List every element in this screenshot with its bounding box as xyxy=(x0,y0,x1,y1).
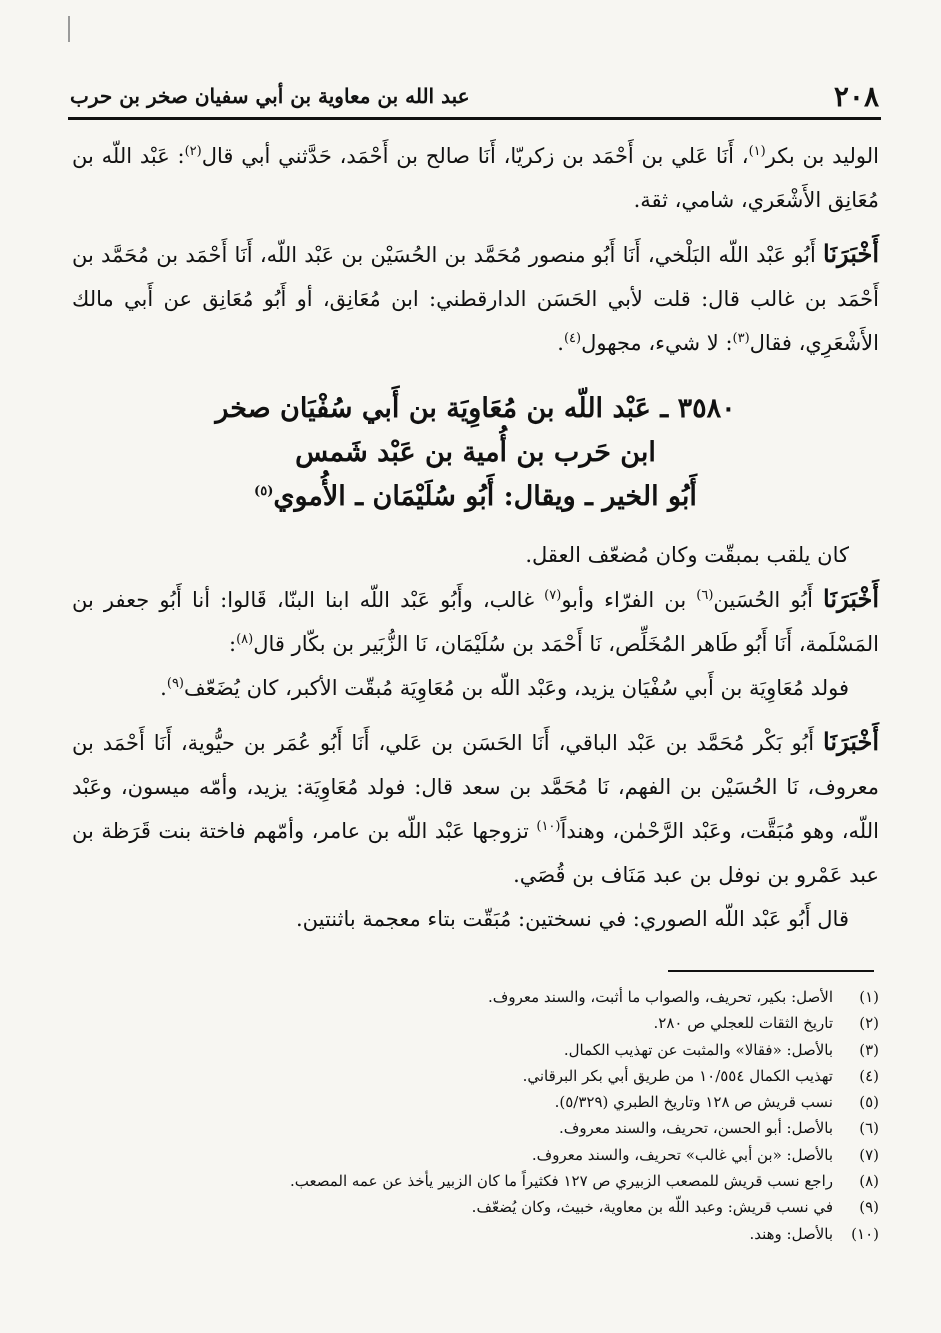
footnote xyxy=(80,1089,879,1115)
footnote-text: بالأصل: «بن أبي غالب» تحريف، والسند معروف. xyxy=(531,1145,833,1164)
footnote-text: راجع نسب قريش للمصعب الزبيري ص ١٢٧ فكثيراً ما كان الزبير يأخذ عن عمه المصعب. xyxy=(289,1172,833,1191)
page-header xyxy=(70,78,879,114)
footnote xyxy=(80,1194,879,1220)
paragraph-1 xyxy=(72,134,879,222)
footnote-ref: (٨) xyxy=(236,632,254,647)
text-run: أَبُو عَبْد اللّه البَلْخي، أَنَا أَبُو منصور مُحَمَّد بن الحُسَيْن بن عَبْد اللّه، أَنَا أَحْمَد بن مُحَمَّد بن أَحْمَد بن غالب قال: قلت لأبي الحَسَن الدارقطني: ابن مُعَانِق، أو أَبُو مُعَانِق عن أَبي مالك الأَشْعَرِي، فقال xyxy=(72,243,879,355)
footnote-number: (٢) xyxy=(859,1014,879,1033)
footnote-text: تهذيب الكمال ١٠/٥٥٤ من طريق أبي بكر البرقاني. xyxy=(522,1066,833,1085)
scan-mark xyxy=(68,16,70,42)
text-run: الوليد بن بكر xyxy=(765,144,879,168)
footnote-ref: (٤) xyxy=(563,331,582,346)
akhbarana-lead: أَخْبَرَنَا xyxy=(823,239,879,268)
text-run: : xyxy=(228,632,237,656)
footnote-number: (٩) xyxy=(859,1198,879,1217)
footnote-ref: (٥) xyxy=(254,484,274,499)
text-run: أَبُو الحُسَين xyxy=(713,588,824,612)
footnote-ref: (٣) xyxy=(732,331,750,346)
footnote-number: (٦) xyxy=(859,1119,879,1138)
footnote-number: (١) xyxy=(859,988,879,1006)
footnote xyxy=(80,1010,879,1036)
paragraph-5 xyxy=(72,666,879,710)
footnote-text: نسب قريش ص ١٢٨ وتاريخ الطبري (٥/٣٢٩). xyxy=(554,1093,833,1112)
footnote-text: بالأصل: أبو الحسن، تحريف، والسند معروف. xyxy=(559,1119,833,1138)
footnote xyxy=(80,1142,879,1168)
text-run: : لا شيء، مجهول xyxy=(581,331,733,355)
footnote-number: (٤) xyxy=(859,1066,879,1085)
page-number: ٢٠٨ xyxy=(833,79,879,113)
text-run: بن الفرّاء وأبو xyxy=(561,588,697,612)
entry-heading-line-1: ٣٥٨٠ ـ عَبْد اللّه بن مُعَاوِيَة بن أَبي سُفْيَان صخر xyxy=(215,393,736,424)
entry-heading xyxy=(72,387,879,519)
text-run: ، أَنَا عَلي بن أَحْمَد بن زكريّا، أَنَا صالح بن أَحْمَد، حَدَّثني أبي قال xyxy=(201,144,749,168)
akhbarana-lead: أَخْبَرَنَا xyxy=(823,727,879,756)
text-run: أَبُو بَكْر مُحَمَّد بن عَبْد الباقي، أَنَا الحَسَن بن عَلي، أَنَا أَبُو عُمَر بن حيُّوية، أَنَا أَحْمَد بن معروف، نَا الحُسَيْن بن الفهم، نَا مُحَمَّد بن سعد قال: فولد مُعَاوِيَة: يزيد، وأمّه ميسون، وعَبْد اللّه، وهو مُبَقَّت، وعَبْد الرَّحْمٰن، وهنداً xyxy=(72,731,879,843)
text-run: : عَبْد اللّه بن مُعَانِق الأَشْعَري، شامي، ثقة. xyxy=(72,144,879,212)
footnote-text: تاريخ الثقات للعجلي ص ٢٨٠. xyxy=(653,1014,833,1033)
main-text xyxy=(72,134,879,941)
footnote-number: (١٠) xyxy=(851,1224,879,1243)
text-run: فولد مُعَاوِيَة بن أَبي سُفْيَان يزيد، وعَبْد اللّه بن مُعَاوِيَة مُبقّت الأكبر، كان يُضَعّف xyxy=(184,676,849,700)
paragraph-6 xyxy=(72,720,879,897)
text-run: . xyxy=(557,331,564,355)
footnote xyxy=(80,1063,879,1089)
akhbarana-lead: أَخْبَرَنَا xyxy=(823,584,879,613)
footnote-text: بالأصل: وهند. xyxy=(749,1224,833,1243)
footnote-text: في نسب قريش: وعبد اللّه بن معاوية، خبيث، وكان يُضعّف. xyxy=(471,1198,833,1217)
running-title: عبد الله بن معاوية بن أبي سفيان صخر بن حرب xyxy=(70,84,470,108)
footnote xyxy=(80,1115,879,1141)
entry-heading-line-3 xyxy=(72,475,879,519)
footnote xyxy=(80,1037,879,1063)
text-run: . xyxy=(160,676,167,700)
text-run: تزوجها عَبْد اللّه بن عامر، وأمّهم فاختة بنت قَرَظة بن عبد عَمْرو بن نوفل بن عبد مَنَاف بن قُصَي. xyxy=(72,819,879,887)
footnote-number: (٣) xyxy=(859,1040,879,1059)
footnote-number: (٧) xyxy=(859,1145,879,1164)
footnote-number: (٨) xyxy=(859,1172,879,1191)
footnote xyxy=(80,1221,879,1247)
paragraph-7: قال أَبُو عَبْد اللّه الصوري: في نسختين: مُبَقّت بتاء معجمة باثنتين. xyxy=(295,907,849,931)
footnote-text: الأصل: بكير، تحريف، والصواب ما أثبت، والسند معروف. xyxy=(488,988,833,1006)
footnote-ref: (٩) xyxy=(166,676,184,691)
paragraph-3: كان يلقب بمبقّت وكان مُضعّف العقل. xyxy=(525,543,849,567)
text-run: أَبُو الخير ـ ويقال: أَبُو سُلَيْمَان ـ الأُموي xyxy=(273,481,697,512)
footnote-number: (٥) xyxy=(859,1093,879,1112)
footnote-ref: (٧) xyxy=(544,588,562,603)
footnote-ref: (١) xyxy=(748,144,766,159)
footnotes xyxy=(80,984,879,1247)
text-run: غالب، وأَبُو عَبْد اللّه ابنا البنّا، قَالوا: أنا أَبُو جعفر بن المَسْلَمة، أَنَا أَبُو طَاهر المُخَلِّص، نَا أَحْمَد بن سُلَيْمَان، نَا الزُّبَير بن بكّار قال xyxy=(72,588,879,656)
footnote-ref: (٦) xyxy=(696,588,714,603)
entry-heading-line-2: ابن حَرب بن أُمية بن عَبْد شَمس xyxy=(295,437,656,468)
footnote-separator xyxy=(668,970,874,972)
footnote xyxy=(80,1168,879,1194)
footnote-ref: (١٠) xyxy=(536,819,561,834)
footnote xyxy=(80,984,879,1010)
header-rule xyxy=(68,117,881,120)
footnote-text: بالأصل: «فقالا» والمثبت عن تهذيب الكمال. xyxy=(563,1040,833,1059)
paragraph-2 xyxy=(72,232,879,365)
footnote-ref: (٢) xyxy=(184,144,202,159)
paragraph-4 xyxy=(72,577,879,666)
